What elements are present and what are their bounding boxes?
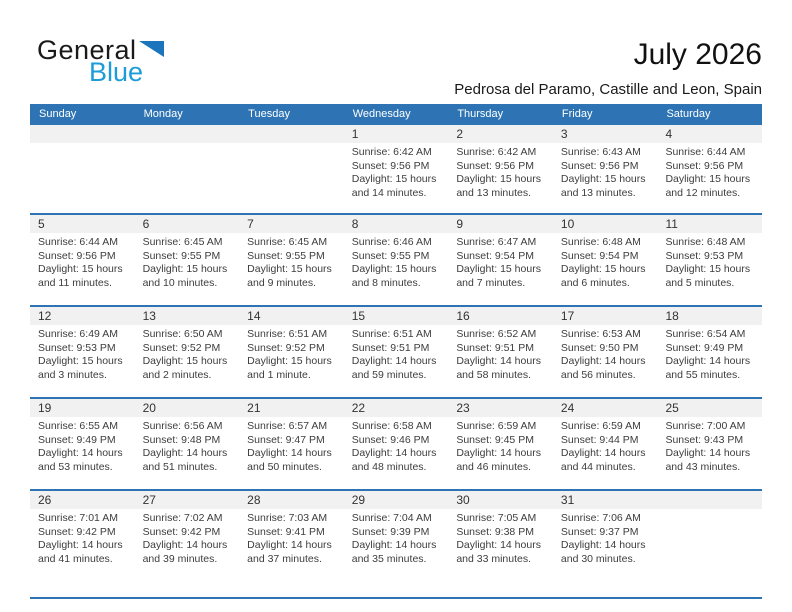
daylight-text-line1: Daylight: 14 hours [560, 447, 646, 460]
date-number-5: 5 [38, 217, 45, 231]
date-number-2: 2 [456, 127, 463, 141]
sunset-text: Sunset: 9:54 PM [560, 249, 639, 262]
sunset-text: Sunset: 9:47 PM [247, 433, 325, 446]
daylight-text-line2: and 59 minutes. [351, 368, 427, 381]
sunrise-text: Sunrise: 7:02 AM [142, 512, 223, 524]
date-number-25: 25 [665, 401, 679, 415]
day-cell-21 [239, 417, 344, 489]
daylight-text-line2: and 48 minutes. [351, 460, 427, 473]
daylight-text-line1: Daylight: 15 hours [142, 263, 228, 276]
sunset-text: Sunset: 9:49 PM [38, 433, 116, 446]
day-cell-9 [448, 233, 553, 305]
logo-text-general: General [37, 35, 137, 65]
date-number-17: 17 [560, 309, 575, 323]
calendar-bottom-rule [30, 597, 762, 599]
day-cell-28 [239, 509, 344, 581]
day-cell-20 [135, 417, 240, 489]
date-number-14: 14 [247, 309, 261, 323]
date-number-strip [30, 399, 762, 417]
daylight-text-line2: and 58 minutes. [456, 368, 532, 381]
date-number-empty [239, 125, 344, 143]
weekday-header-row [30, 104, 762, 125]
sunrise-text: Sunrise: 6:53 AM [560, 328, 641, 340]
sunset-text: Sunset: 9:46 PM [351, 433, 430, 446]
date-number-9: 9 [456, 217, 463, 231]
daylight-text-line1: Daylight: 14 hours [665, 355, 751, 368]
weekday-header-monday: Monday [143, 108, 183, 120]
day-cell-29 [344, 509, 449, 581]
daylight-text-line1: Daylight: 14 hours [142, 539, 228, 552]
day-cell-18 [657, 325, 762, 397]
date-number-12: 12 [38, 309, 52, 323]
daylight-text-line2: and 6 minutes. [560, 276, 630, 289]
sunset-text: Sunset: 9:42 PM [142, 525, 221, 538]
daylight-text-line2: and 53 minutes. [38, 460, 113, 473]
sunrise-text: Sunrise: 6:42 AM [456, 146, 537, 158]
daylight-text-line1: Daylight: 15 hours [665, 173, 751, 186]
week-detail-row [30, 509, 762, 581]
sunrise-text: Sunrise: 6:56 AM [142, 420, 223, 432]
date-number-10: 10 [560, 217, 575, 231]
sunrise-text: Sunrise: 7:04 AM [351, 512, 432, 524]
weekday-header-wednesday: Wednesday [352, 108, 411, 120]
sunset-text: Sunset: 9:54 PM [456, 249, 534, 262]
daylight-text-line2: and 44 minutes. [560, 460, 636, 473]
sunrise-text: Sunrise: 6:42 AM [351, 146, 432, 158]
sunrise-text: Sunrise: 6:48 AM [665, 236, 746, 248]
daylight-text-line2: and 13 minutes. [456, 186, 532, 199]
sunrise-text: Sunrise: 6:50 AM [142, 328, 223, 340]
date-number-7: 7 [247, 217, 254, 231]
date-number-13: 13 [142, 309, 156, 323]
sunrise-text: Sunrise: 6:52 AM [456, 328, 537, 340]
day-cell-26 [30, 509, 135, 581]
date-number-30: 30 [456, 493, 470, 507]
day-cell-7 [239, 233, 344, 305]
daylight-text-line2: and 56 minutes. [560, 368, 636, 381]
day-cell-6 [135, 233, 240, 305]
daylight-text-line2: and 55 minutes. [665, 368, 741, 381]
daylight-text-line2: and 5 minutes. [665, 276, 735, 289]
day-cell-12 [30, 325, 135, 397]
general-blue-logo [37, 35, 197, 87]
date-number-26: 26 [38, 493, 52, 507]
daylight-text-line1: Daylight: 15 hours [38, 263, 123, 276]
daylight-text-line2: and 10 minutes. [142, 276, 218, 289]
daylight-text-line2: and 8 minutes. [351, 276, 421, 289]
sunrise-text: Sunrise: 6:43 AM [560, 146, 641, 158]
sunrise-text: Sunrise: 6:45 AM [142, 236, 223, 248]
day-cell-19 [30, 417, 135, 489]
date-number-31: 31 [560, 493, 575, 507]
title-block [454, 38, 762, 98]
sunset-text: Sunset: 9:50 PM [560, 341, 639, 354]
daylight-text-line1: Daylight: 15 hours [456, 263, 541, 276]
sunrise-text: Sunrise: 6:58 AM [351, 420, 432, 432]
sunrise-text: Sunrise: 7:06 AM [560, 512, 641, 524]
daylight-text-line1: Daylight: 14 hours [456, 355, 541, 368]
daylight-text-line1: Daylight: 14 hours [351, 355, 437, 368]
date-number-strip [30, 215, 762, 233]
sunset-text: Sunset: 9:37 PM [560, 525, 639, 538]
date-number-strip [30, 307, 762, 325]
date-number-23: 23 [456, 401, 470, 415]
date-number-3: 3 [560, 127, 568, 141]
day-cell-2 [448, 143, 553, 213]
sunrise-text: Sunrise: 6:47 AM [456, 236, 537, 248]
daylight-text-line1: Daylight: 15 hours [351, 263, 437, 276]
sunrise-text: Sunrise: 6:59 AM [560, 420, 641, 432]
week-detail-row [30, 143, 762, 213]
day-cell-empty [657, 509, 762, 581]
sunset-text: Sunset: 9:51 PM [456, 341, 534, 354]
daylight-text-line2: and 2 minutes. [142, 368, 212, 381]
date-number-28: 28 [247, 493, 261, 507]
sunset-text: Sunset: 9:56 PM [456, 159, 534, 172]
sunrise-text: Sunrise: 7:05 AM [456, 512, 537, 524]
daylight-text-line2: and 46 minutes. [456, 460, 532, 473]
day-cell-13 [135, 325, 240, 397]
sunrise-text: Sunrise: 6:46 AM [351, 236, 432, 248]
day-cell-23 [448, 417, 553, 489]
month-title: July 2026 [633, 38, 762, 71]
weekday-header-tuesday: Tuesday [248, 108, 290, 120]
daylight-text-line2: and 51 minutes. [142, 460, 218, 473]
day-cell-22 [344, 417, 449, 489]
sunrise-text: Sunrise: 6:51 AM [351, 328, 432, 340]
weekday-header-sunday: Sunday [39, 108, 77, 120]
daylight-text-line2: and 11 minutes. [38, 276, 112, 289]
day-cell-4 [657, 143, 762, 213]
date-number-11: 11 [665, 217, 678, 231]
date-number-empty [30, 125, 135, 143]
sunset-text: Sunset: 9:38 PM [456, 525, 534, 538]
date-number-27: 27 [142, 493, 156, 507]
date-number-empty [135, 125, 240, 143]
sunset-text: Sunset: 9:53 PM [665, 249, 744, 262]
calendar-grid [30, 104, 762, 581]
logo-text-blue: Blue [89, 57, 144, 87]
sunset-text: Sunset: 9:56 PM [665, 159, 744, 172]
weekday-header-thursday: Thursday [457, 108, 504, 120]
daylight-text-line2: and 33 minutes. [456, 552, 532, 565]
date-number-strip [30, 125, 762, 143]
day-cell-empty [30, 143, 135, 213]
weeks-container [30, 125, 762, 581]
sunset-text: Sunset: 9:56 PM [560, 159, 639, 172]
daylight-text-line2: and 1 minute. [247, 368, 311, 381]
weekday-header-saturday: Saturday [666, 108, 711, 120]
daylight-text-line2: and 7 minutes. [456, 276, 526, 289]
daylight-text-line2: and 35 minutes. [351, 552, 427, 565]
daylight-text-line2: and 37 minutes. [247, 552, 322, 565]
day-cell-5 [30, 233, 135, 305]
daylight-text-line2: and 41 minutes. [38, 552, 113, 565]
daylight-text-line1: Daylight: 15 hours [560, 173, 646, 186]
sunset-text: Sunset: 9:45 PM [456, 433, 534, 446]
daylight-text-line1: Daylight: 14 hours [560, 355, 646, 368]
sunset-text: Sunset: 9:56 PM [351, 159, 430, 172]
week-detail-row [30, 417, 762, 489]
date-number-18: 18 [665, 309, 679, 323]
daylight-text-line1: Daylight: 15 hours [665, 263, 751, 276]
daylight-text-line1: Daylight: 15 hours [456, 173, 541, 186]
sunrise-text: Sunrise: 6:54 AM [665, 328, 746, 340]
sunrise-text: Sunrise: 6:49 AM [38, 328, 118, 340]
daylight-text-line1: Daylight: 14 hours [142, 447, 228, 460]
sunset-text: Sunset: 9:42 PM [38, 525, 116, 538]
daylight-text-line1: Daylight: 15 hours [560, 263, 646, 276]
sunrise-text: Sunrise: 7:00 AM [665, 420, 746, 432]
sunset-text: Sunset: 9:55 PM [351, 249, 430, 262]
sunrise-text: Sunrise: 6:44 AM [665, 146, 746, 158]
date-number-strip [30, 491, 762, 509]
sunset-text: Sunset: 9:48 PM [142, 433, 221, 446]
date-number-1: 1 [351, 127, 359, 141]
date-number-24: 24 [560, 401, 575, 415]
date-number-29: 29 [351, 493, 366, 507]
day-cell-27 [135, 509, 240, 581]
day-cell-1 [344, 143, 449, 213]
sunset-text: Sunset: 9:56 PM [38, 249, 116, 262]
sunset-text: Sunset: 9:55 PM [142, 249, 221, 262]
date-number-empty [657, 491, 762, 509]
date-number-4: 4 [665, 127, 673, 141]
daylight-text-line2: and 50 minutes. [247, 460, 322, 473]
daylight-text-line2: and 39 minutes. [142, 552, 218, 565]
sunrise-text: Sunrise: 6:59 AM [456, 420, 537, 432]
sunrise-text: Sunrise: 6:44 AM [38, 236, 118, 248]
daylight-text-line1: Daylight: 14 hours [247, 539, 332, 552]
sunset-text: Sunset: 9:53 PM [38, 341, 116, 354]
day-cell-14 [239, 325, 344, 397]
sunset-text: Sunset: 9:39 PM [351, 525, 430, 538]
sunrise-text: Sunrise: 6:51 AM [247, 328, 328, 340]
daylight-text-line2: and 43 minutes. [665, 460, 741, 473]
day-cell-11 [657, 233, 762, 305]
sunset-text: Sunset: 9:52 PM [247, 341, 325, 354]
daylight-text-line1: Daylight: 14 hours [351, 539, 437, 552]
date-number-16: 16 [456, 309, 470, 323]
daylight-text-line2: and 14 minutes. [351, 186, 427, 199]
day-cell-empty [135, 143, 240, 213]
sunrise-text: Sunrise: 6:57 AM [247, 420, 328, 432]
date-number-6: 6 [142, 217, 150, 231]
day-cell-17 [553, 325, 658, 397]
date-number-19: 19 [38, 401, 52, 415]
daylight-text-line1: Daylight: 14 hours [247, 447, 332, 460]
sunset-text: Sunset: 9:49 PM [665, 341, 744, 354]
week-detail-row [30, 325, 762, 397]
date-number-20: 20 [142, 401, 156, 415]
daylight-text-line1: Daylight: 14 hours [665, 447, 751, 460]
daylight-text-line1: Daylight: 15 hours [351, 173, 437, 186]
daylight-text-line1: Daylight: 15 hours [38, 355, 123, 368]
daylight-text-line1: Daylight: 14 hours [38, 447, 123, 460]
daylight-text-line1: Daylight: 15 hours [142, 355, 228, 368]
day-cell-31 [553, 509, 658, 581]
day-cell-30 [448, 509, 553, 581]
day-cell-8 [344, 233, 449, 305]
daylight-text-line1: Daylight: 14 hours [38, 539, 123, 552]
daylight-text-line1: Daylight: 15 hours [247, 355, 332, 368]
daylight-text-line1: Daylight: 14 hours [456, 539, 541, 552]
sunset-text: Sunset: 9:44 PM [560, 433, 639, 446]
sunset-text: Sunset: 9:43 PM [665, 433, 744, 446]
sunrise-text: Sunrise: 6:45 AM [247, 236, 328, 248]
location-subtitle: Pedrosa del Paramo, Castille and Leon, Spain [454, 81, 762, 98]
day-cell-empty [239, 143, 344, 213]
daylight-text-line2: and 30 minutes. [560, 552, 636, 565]
date-number-15: 15 [351, 309, 366, 323]
daylight-text-line1: Daylight: 15 hours [247, 263, 332, 276]
daylight-text-line1: Daylight: 14 hours [560, 539, 646, 552]
sunset-text: Sunset: 9:52 PM [142, 341, 221, 354]
day-cell-10 [553, 233, 658, 305]
weekday-header-friday: Friday [561, 108, 593, 120]
day-cell-16 [448, 325, 553, 397]
sunset-text: Sunset: 9:55 PM [247, 249, 325, 262]
day-cell-24 [553, 417, 658, 489]
day-cell-15 [344, 325, 449, 397]
date-number-21: 21 [247, 401, 261, 415]
sunset-text: Sunset: 9:51 PM [351, 341, 430, 354]
daylight-text-line1: Daylight: 14 hours [456, 447, 541, 460]
sunrise-text: Sunrise: 6:55 AM [38, 420, 118, 432]
sunrise-text: Sunrise: 6:48 AM [560, 236, 641, 248]
daylight-text-line2: and 3 minutes. [38, 368, 107, 381]
date-number-8: 8 [351, 217, 359, 231]
sunset-text: Sunset: 9:41 PM [247, 525, 325, 538]
daylight-text-line1: Daylight: 14 hours [351, 447, 437, 460]
day-cell-3 [553, 143, 658, 213]
week-detail-row [30, 233, 762, 305]
date-number-22: 22 [351, 401, 366, 415]
daylight-text-line2: and 9 minutes. [247, 276, 317, 289]
daylight-text-line2: and 13 minutes. [560, 186, 636, 199]
sunrise-text: Sunrise: 7:03 AM [247, 512, 328, 524]
daylight-text-line2: and 12 minutes. [665, 186, 741, 199]
day-cell-25 [657, 417, 762, 489]
sunrise-text: Sunrise: 7:01 AM [38, 512, 118, 524]
